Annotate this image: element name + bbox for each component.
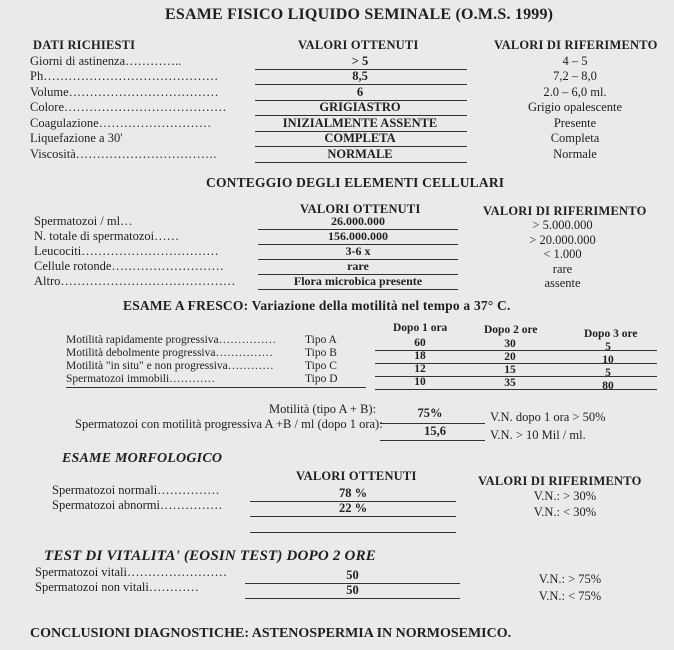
conclusion: CONCLUSIONI DIAGNOSTICHE: ASTENOSPERMIA IN NORMOSEMICO. [30,626,512,641]
cells-heading: CONTEGGIO DEGLI ELEMENTI CELLULARI [206,175,505,190]
cells-value: Flora microbica presente [293,274,423,288]
cells-ref: < 1.000 [543,247,582,261]
fresco-value-1h: 10 [414,376,426,388]
cells-ref: assente [544,276,581,290]
fresco-value-1h: 12 [414,363,426,375]
physical-value: COMPLETA [324,131,396,145]
fresco-header-1: Dopo 1 ora [393,322,448,334]
morfo-label: Spermatozoi normali…………… [52,483,220,497]
fresco-value-2h: 30 [504,338,516,350]
fresco-value-3h: 80 [602,380,614,392]
physical-ref: 2.0 – 6,0 ml. [543,85,607,99]
physical-ref: Grigio opalescente [527,100,623,114]
cells-col-riferimento: VALORI DI RIFERIMENTO [483,204,647,218]
fresco-tipo: Tipo A [305,334,337,346]
fresco-heading-rest: Variazione della motilità nel tempo a 37° C. [248,298,511,313]
vital-label: Spermatozoi non vitali………… [35,580,199,594]
physical-value: 8,5 [352,69,368,83]
vital-value: 50 [346,568,359,582]
fresco-value-2h: 15 [504,364,516,376]
col-header-valori: VALORI OTTENUTI [298,38,419,52]
cells-ref: > 20.000.000 [529,233,596,247]
vital-heading: TEST DI VITALITA' (EOSIN TEST) DOPO 2 ORE [44,548,376,564]
cells-label: Cellule rotonde……………………… [34,259,224,273]
motilita-label: Motilità (tipo A + B): [269,402,377,416]
fresco-label: Spermatozoi immobili………… [66,373,216,385]
motilita-ref: V.N. dopo 1 ora > 50% [490,410,606,424]
physical-label: Ph…………………………………… [30,69,219,83]
progressiva-value: 15,6 [424,424,446,438]
physical-value: NORMALE [327,147,393,161]
physical-label: Coagulazione……………………… [30,116,212,130]
fresco-value-3h: 5 [605,367,611,379]
motilita-value: 75% [417,406,443,420]
cells-label: Altro…………………………………… [34,274,236,288]
physical-label: Colore………………………………… [30,100,227,114]
col-header-dati: DATI RICHIESTI [33,38,136,52]
vital-ref: V.N.: < 75% [538,589,602,603]
cells-value: 26.000.000 [331,214,385,228]
cells-value: rare [347,259,369,273]
document-title: ESAME FISICO LIQUIDO SEMINALE (O.M.S. 1999) [165,6,554,23]
physical-label: Viscosità……………………………. [30,147,217,161]
physical-label: Giorni di astinenza………….. [30,54,182,68]
fresco-tipo: Tipo C [305,360,337,372]
physical-ref: 7,2 – 8,0 [553,69,597,83]
cells-value-underline [258,289,458,290]
col-header-riferimento: VALORI DI RIFERIMENTO [494,38,658,52]
fresco-tipo: Tipo B [305,347,337,359]
morfo-value: 22 % [338,501,368,515]
cells-value: 3-6 x [345,244,371,258]
morfo-value: 78 % [338,486,368,500]
cells-ref: > 5.000.000 [532,218,593,232]
physical-ref: 4 – 5 [562,54,588,68]
cells-col-valori: VALORI OTTENUTI [300,202,421,216]
physical-ref: Presente [553,116,597,130]
morfo-ref: V.N.: > 30% [533,489,597,503]
fresco-heading [123,298,511,314]
progressiva-label: Spermatozoi con motilità progressiva A +B / ml (dopo 1 ora): [75,417,383,431]
cells-label: Leucociti…………………………… [34,244,219,258]
fresco-heading-bold: ESAME A FRESCO: [123,298,249,313]
morfo-col-riferimento: VALORI DI RIFERIMENTO [478,474,642,488]
physical-ref: Normale [553,147,597,161]
morfo-heading: ESAME MORFOLOGICO [62,451,223,466]
fresco-tipo: Tipo D [305,373,338,385]
fresco-header-3: Dopo 3 ore [584,328,638,340]
fresco-header-2: Dopo 2 ore [484,324,538,336]
fresco-label: Motilità rapidamente progressiva…………… [66,334,277,346]
physical-label: Volume……………………………… [30,85,219,99]
fresco-value-2h: 35 [504,377,516,389]
cells-ref: rare [552,262,573,276]
vital-ref: V.N.: > 75% [538,572,602,586]
physical-ref: Completa [550,131,600,145]
fresco-label: Motilità "in situ" e non progressiva………… [66,360,274,372]
cells-value: 156.000.000 [328,229,388,243]
physical-value: 6 [356,85,364,99]
physical-value: INIZIALMENTE ASSENTE [282,116,438,130]
fresco-value-3h: 10 [602,354,614,366]
fresco-value-1h: 60 [414,337,426,349]
physical-label: Liquefazione a 30' [30,131,123,145]
morfo-label: Spermatozoi abnormi…………… [52,498,223,512]
cells-label: N. totale di spermatozoi…… [34,229,180,243]
cells-label: Spermatozoi / ml… [34,214,133,228]
physical-value: GRIGIASTRO [319,100,401,114]
fresco-value-1h: 18 [414,350,426,362]
fresco-value-3h: 5 [605,341,611,353]
fresco-value-2h: 20 [504,351,516,363]
physical-value-underline [255,162,467,163]
fresco-row-underline [375,389,657,390]
fresco-label: Motilità debolmente progressiva…………… [66,347,273,359]
morfo-ref: V.N.: < 30% [533,505,597,519]
fresco-bottom-rule [66,387,366,388]
vital-label: Spermatozoi vitali…………………… [35,565,227,579]
morfo-col-valori: VALORI OTTENUTI [296,469,417,483]
vital-value: 50 [346,583,359,597]
physical-value: > 5 [351,54,369,68]
morfo-value-underline [250,516,456,517]
vital-value-underline [245,598,460,599]
progressiva-ref: V.N. > 10 Mil / ml. [490,428,586,442]
